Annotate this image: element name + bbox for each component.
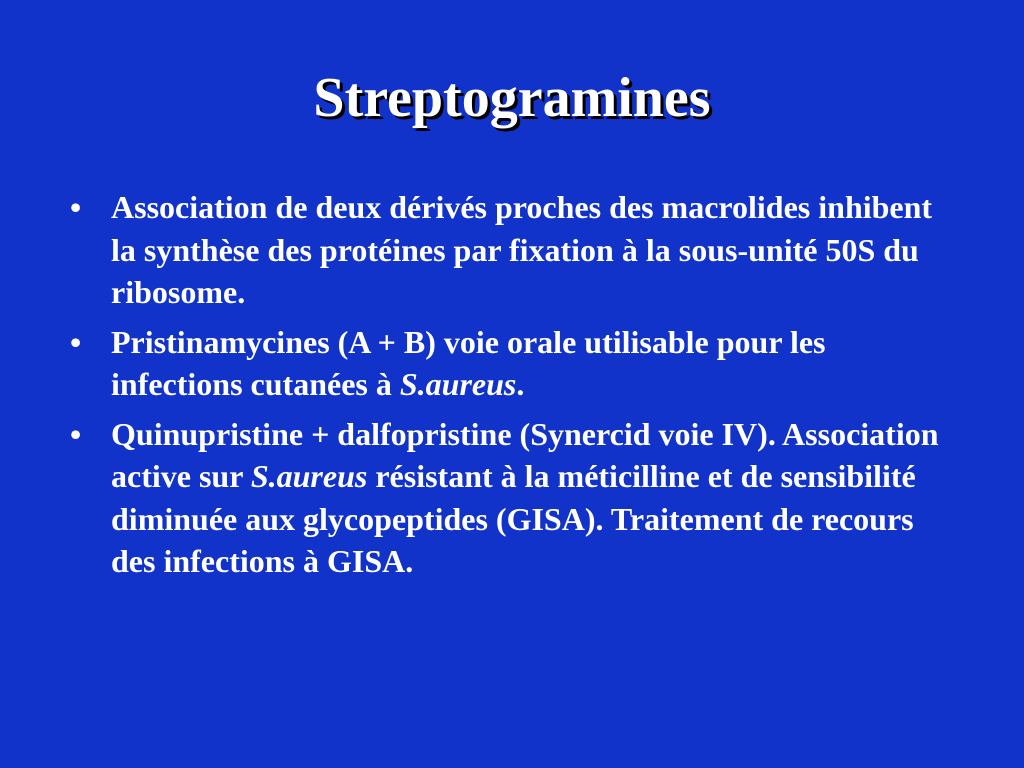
bullet-item-2	[70, 321, 960, 406]
bullet-icon: •	[70, 415, 82, 452]
bullet-text	[111, 416, 939, 580]
slide-title: Streptogramines	[313, 67, 711, 129]
bullet-text	[111, 189, 932, 310]
bullet-item-3	[70, 413, 960, 583]
text-segment: Pristinamycines (A + B) voie orale utilisable pour les infections cutanées à	[111, 323, 826, 402]
text-segment: résistant à la méticilline et de sensibilité diminuée aux glycopeptides (GISA). Traitement de recours des infections à GISA.	[111, 458, 916, 579]
bullet-text	[111, 324, 826, 403]
species-name: S.aureus	[399, 366, 517, 402]
text-segment: Quinupristine + dalfopristine (Synercid voie IV). Association active sur	[111, 415, 939, 494]
text-segment: .	[516, 366, 525, 402]
species-name: S.aureus	[250, 458, 368, 494]
bullet-icon: •	[70, 323, 82, 360]
bullet-icon: •	[70, 189, 82, 225]
text-segment: Association de deux dérivés proches des macrolides inhibent la synthèse des protéines par fixation à la sous-unité 50S du ribosome.	[111, 189, 933, 310]
bullet-item-1	[70, 186, 960, 314]
bullet-list	[70, 186, 960, 590]
